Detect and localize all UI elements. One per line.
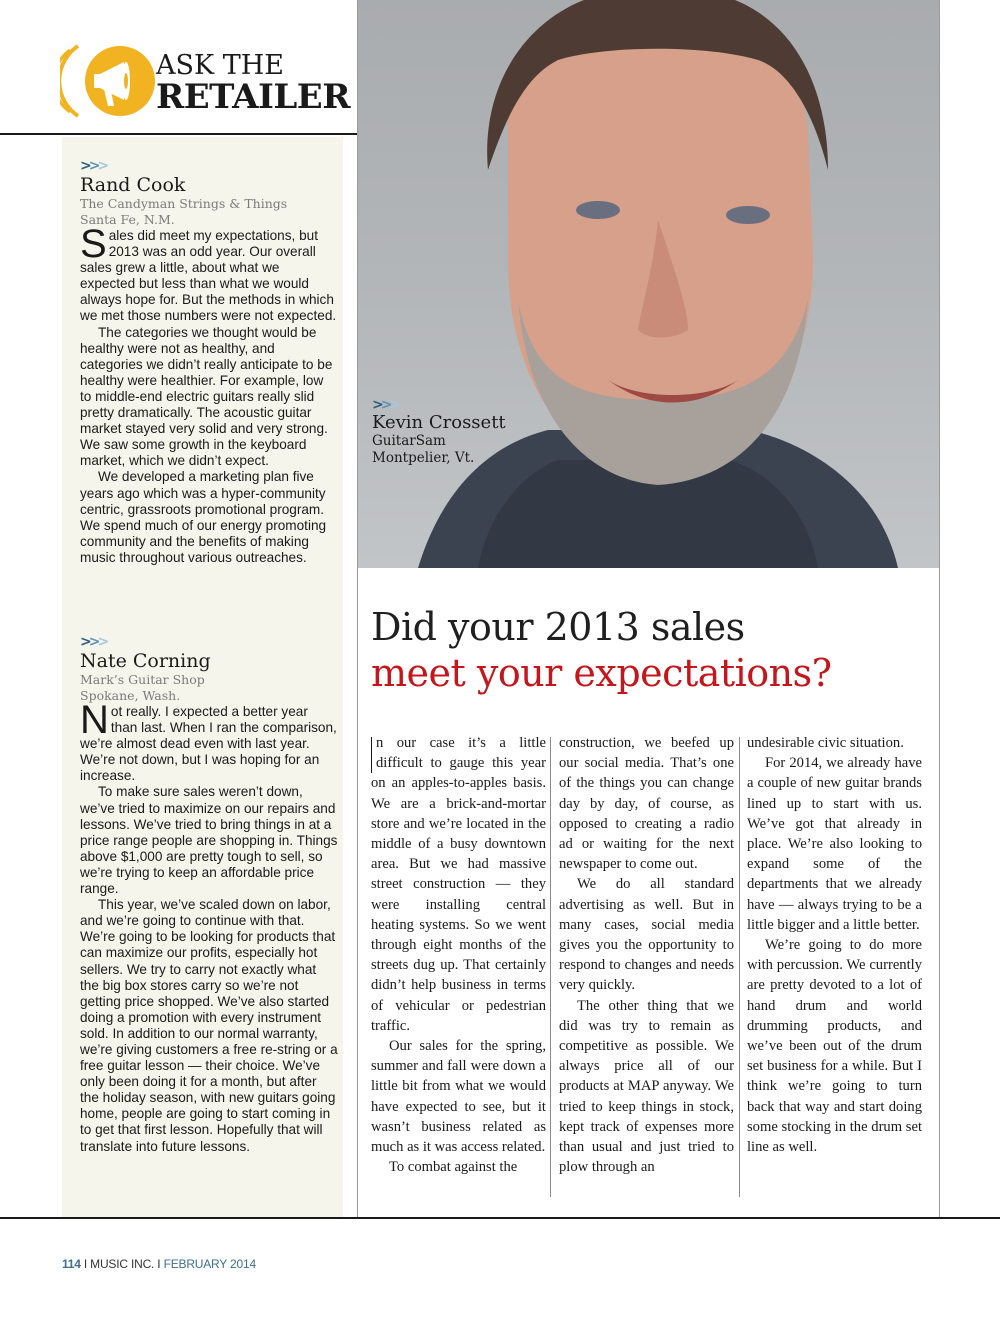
retailer-name: Rand Cook [80,174,186,196]
retailer-shop: GuitarSam [372,433,446,449]
issue-date: FEBRUARY 2014 [163,1257,256,1271]
column-rule [739,737,740,1197]
article-column-3 [747,733,922,1157]
page-number: 114 [62,1257,81,1271]
drop-cap: S [80,222,107,266]
photo-caption [372,398,506,467]
retailer-city: Spokane, Wash. [80,688,181,703]
column-rule [550,737,551,1197]
retailer-entry-nate-corning [80,635,338,1155]
page-footer [62,1257,256,1271]
article-column-1 [371,733,546,1177]
ask-the-retailer-logo [60,36,350,126]
portrait-photo [358,0,939,568]
article-headline [371,604,832,696]
retailer-city: Santa Fe, N.M. [80,212,175,227]
answer-paragraph: This year, we’ve scaled down on labor, and we’re going to continue with that. We’re going to be looking for products that can maximize our profits, especially hot sellers. We try to carry not exactly what the big box stores carry so we’re not getting price shopped. We’ve also started doing a promotion with every instrument sold. In addition to our normal warranty, we’re giving customers a free re-string or a free guitar lesson — their choice. We’ve only been doing it for a month, but after the holiday season, with new guitars going home, people are going to start coming in to get that first lesson. Hopefully that will translate into future lessons. [80,897,338,1154]
headline-line-1: Did your 2013 sales [371,605,745,649]
publication-name: I MUSIC INC. I [80,1257,164,1271]
answer-paragraph: To make sure sales weren’t down, we’ve tried to maximize on our repairs and lessons. We’ve tried to bring things in at a price range people are shopping in. Things above $1,000 are pretty tough to sell, so we’re trying to keep an affordable price range. [80,784,338,897]
article-paragraph: For 2014, we already have a couple of new guitar brands lined up to start with us. We’ve got that already in place. We’re also looking to expand some of the departments that we already have — always trying to be a little bigger and a little better. [747,755,922,933]
retailer-answer [80,698,338,1155]
logo-text-retailer: RETAILER [156,77,350,117]
retailer-name: Nate Corning [80,650,211,672]
retailer-name: Kevin Crossett [372,412,506,433]
retailer-city: Montpelier, Vt. [372,450,475,466]
retailer-entry-rand-cook [80,159,338,566]
drop-cap-i [371,737,372,773]
chevrons-icon: >>> [80,634,107,650]
logo-text-ask-the: ASK THE [156,50,285,81]
article-paragraph: The other thing that we did was try to remain as competitive as possible. We always price all of our products at MAP anyway. We tried to keep things in stock, kept track of expenses more than usual and just tried to plow through an [559,997,734,1176]
article-paragraph: construction, we beefed up our social media. That’s one of the things you can change day by day, of course, as opposed to creating a radio ad or waiting for the next newspaper to come out. [559,735,734,873]
answer-paragraph: The categories we thought would be healthy were not as healthy, and categories we didn’t really anticipate to be healthy were healthier. For example, low to middle-end electric guitars really slid pretty dramatically. The acoustic guitar market stayed very solid and very strong. We saw some growth in the keyboard market, which we didn’t expect. [80,324,333,469]
article-paragraph: We’re going to do more with percussion. We currently are pretty devoted to a lot of hand drum and world drumming products, and we’ve been out of the drum set business for a while. But I think we’re going to turn back that way and start doing some stocking in the drum set line as well. [747,937,922,1156]
article-paragraph: To combat against the [389,1159,518,1176]
megaphone-icon [60,36,156,126]
answer-paragraph: We developed a marketing plan five years ago which was a hyper-community centric, grassroots promotional program. We spend much of our energy promoting community and the benefits of making music throughout various outreaches. [80,469,327,565]
headline-line-2: meet your expectations? [371,651,832,695]
article-paragraph: Our sales for the spring, summer and fall were down a little bit from what we would have expected to see, but it wasn’t business related as much as it was access related. [371,1038,546,1156]
chevrons-icon: >>> [372,397,399,413]
retailer-shop: Mark’s Guitar Shop [80,672,205,687]
article-paragraph: undesirable civic situation. [747,735,904,751]
chevrons-icon: >>> [80,158,107,174]
portrait-illustration [358,0,939,568]
column-divider-right [939,0,940,1217]
article-column-2 [559,733,734,1177]
answer-paragraph: ales did meet my expectations, but 2013 was an odd year. Our overall sales grew a little, about what we expected but less than what we would always hope for. But the methods in which we met those numbers were not expected. [80,228,337,324]
header-rule [0,133,358,135]
answer-paragraph: ot really. I expected a better year than last. When I ran the comparison, we’re almost dead even with last year. We’re not down, but I was hoping for an increase. [80,704,337,784]
article-paragraph: We do all standard advertising as well. But in many cases, social media gives you the opportunity to respond to changes and needs very quickly. [559,876,734,994]
drop-cap: N [80,698,109,742]
sidebar-panel [62,137,343,1217]
retailer-answer [80,222,338,566]
article-paragraph: n our case it’s a little difficult to gauge this year on an apples-to-apples basis. We are a brick-and-mortar store and we’re located in the middle of a busy downtown area. But we had massive street construction — they were installing central heating systems. So we went through eight months of the streets dug up. That certainly didn’t help business in terms of vehicular or pedestrian traffic. [371,735,546,1034]
footer-rule [0,1217,1000,1219]
retailer-shop: The Candyman Strings & Things [80,196,288,211]
